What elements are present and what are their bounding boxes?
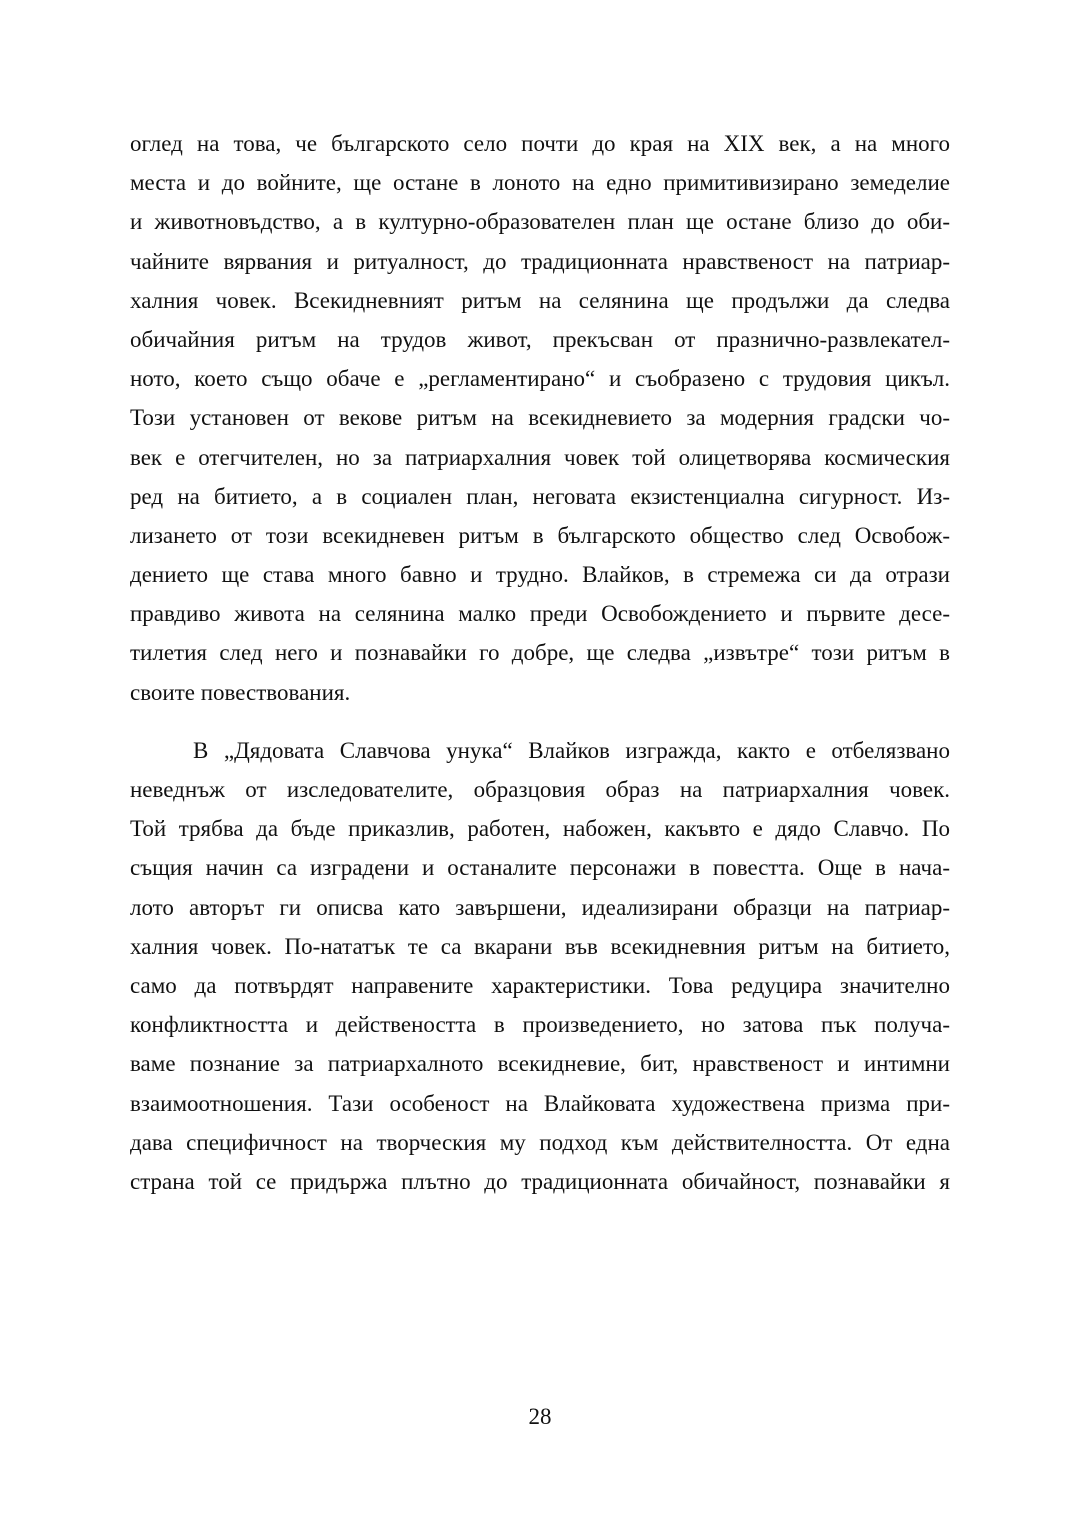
text-line: Този установен от векове ритъм на всекидневието за модерния градски чо- xyxy=(130,405,950,431)
page-number: 28 xyxy=(528,1404,552,1429)
text-line: халния човек. Всекидневният ритъм на селянина ще продължи да следва xyxy=(130,287,950,313)
text-line: оглед на това, че българското село почти до края на XIX век, а на много xyxy=(130,131,950,156)
text-line: взаимоотношения. Тази особеност на Влайковата художествена призма при- xyxy=(130,1090,950,1116)
text-line: обичайния ритъм на трудов живот, прекъсван от празнично-развлекател- xyxy=(130,326,950,352)
text-line: същия начин са изградени и останалите персонажи в повестта. Още в нача- xyxy=(130,855,950,881)
text-line: Той трябва да бъде приказлив, работен, набожен, какъвто е дядо Славчо. По xyxy=(130,816,950,842)
text-line: своите повествования. xyxy=(130,679,351,705)
text-line: конфликтността и действеността в произведението, но затова пък получа- xyxy=(130,1012,950,1038)
text-line: дава специфичност на творческия му подход към действителността. От една xyxy=(130,1129,950,1155)
text-line: тилетия след него и познавайки го добре, ще следва „извътре“ този ритъм в xyxy=(130,640,950,666)
text-line: ното, което също обаче е „регламентирано“ и съобразено с трудовия цикъл. xyxy=(130,366,950,392)
text-line: век е отегчителен, но за патриархалния човек той олицетворява космическия xyxy=(130,444,950,470)
text-line: и животновъдство, а в културно-образователен план ще остане близо до оби- xyxy=(130,209,950,235)
text-line: неведнъж от изследователите, образцовия образ на патриархалния човек. xyxy=(130,777,950,802)
text-line: В „Дядовата Славчова унука“ Влайков изгражда, както е отбелязвано xyxy=(193,737,950,763)
text-line: само да потвърдят направените характеристики. Това редуцира значително xyxy=(130,972,950,998)
text-line: лизането от този всекидневен ритъм в българското общество след Освобож- xyxy=(130,522,950,548)
text-line: чайните вярвания и ритуалност, до традиционната нравственост на патриар- xyxy=(130,248,950,274)
text-line: дението ще става много бавно и трудно. Влайков, в стремежа си да отрази xyxy=(130,562,950,588)
text-line: лото авторът ги описва като завършени, идеализирани образци на патриар- xyxy=(130,894,950,920)
text-line: ваме познание за патриархалното всекидневие, бит, нравственост и интимни xyxy=(130,1051,950,1077)
paragraph-1 xyxy=(130,124,950,712)
text-line: страна той се придържа плътно до традиционната обичайност, познавайки я xyxy=(130,1168,950,1194)
text-line: места и до войните, ще остане в лоното на едно примитивизирано земеделие xyxy=(130,170,950,196)
text-line: ред на битието, а в социален план, неговата екзистенциална сигурност. Из- xyxy=(130,483,950,509)
text-line: халния човек. По-нататък те са вкарани във всекидневния ритъм на битието, xyxy=(130,933,950,959)
paragraph-spacer xyxy=(130,712,950,731)
paragraph-2 xyxy=(130,731,950,1201)
body-text xyxy=(130,124,950,1201)
text-line: правдиво живота на селянина малко преди Освобождението и първите десе- xyxy=(130,601,950,627)
